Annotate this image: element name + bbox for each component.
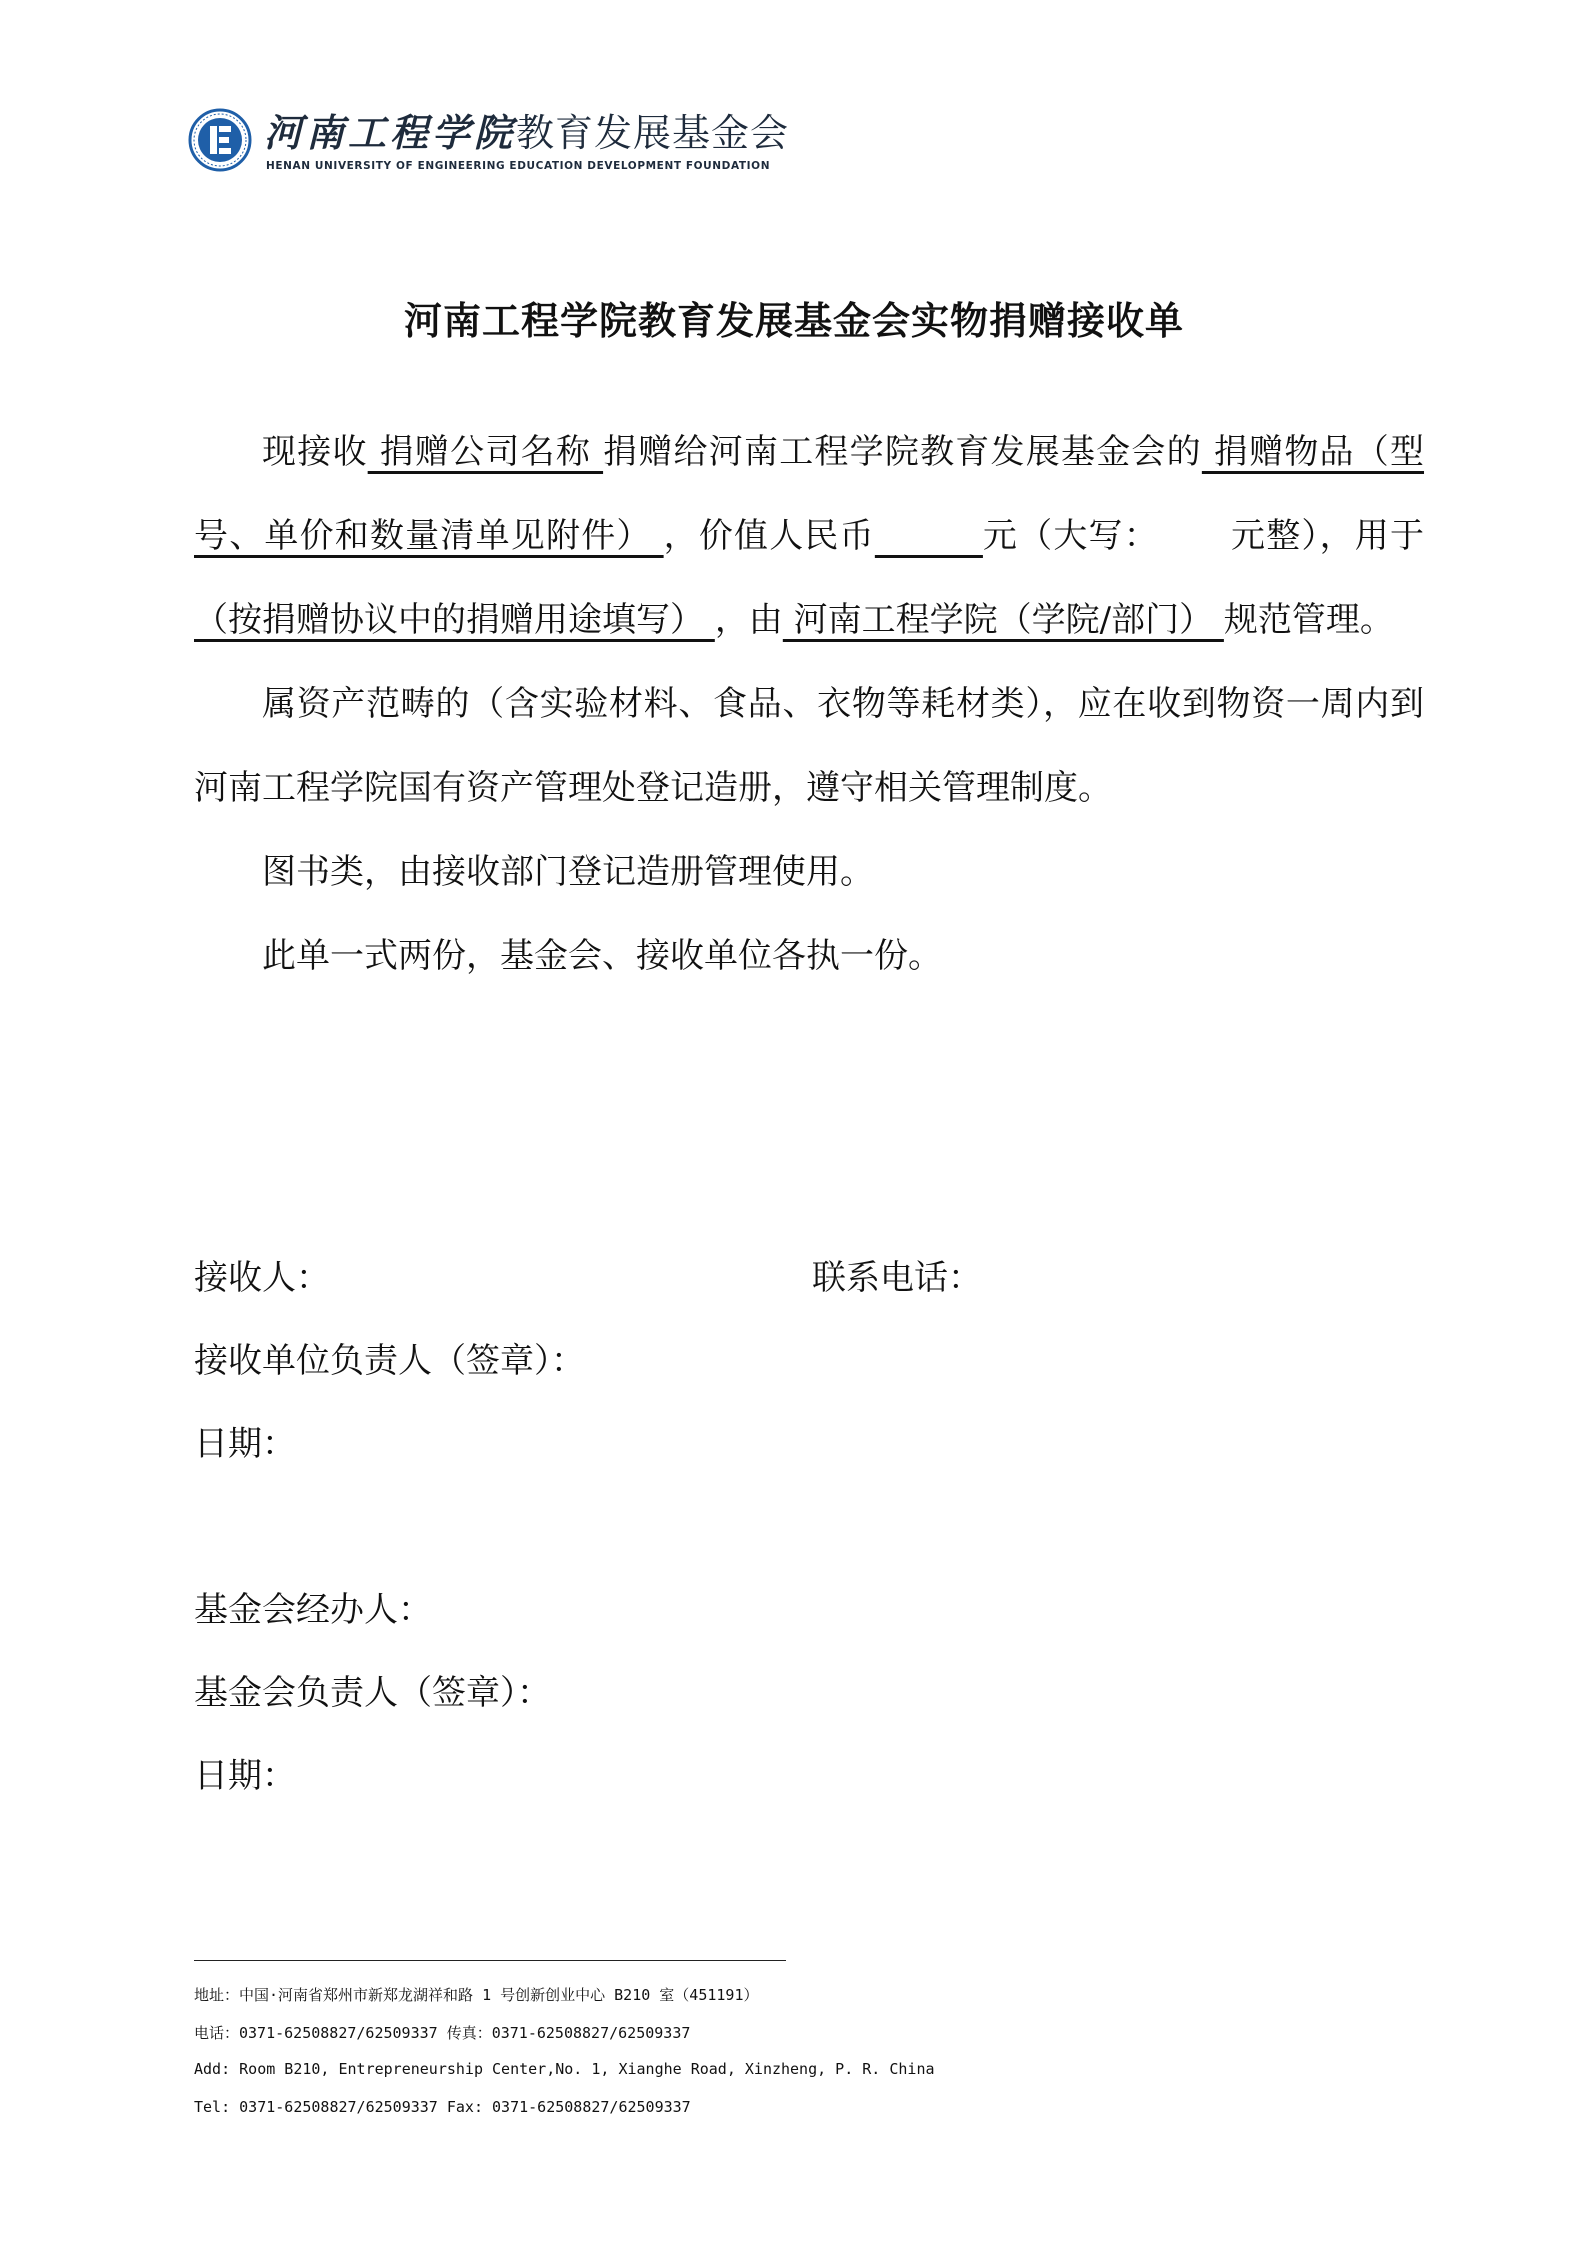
- text-segment: ，由: [714, 600, 783, 640]
- text-segment: 规范管理。: [1223, 600, 1394, 640]
- footer-address-cn: 地址：中国·河南省郑州市新郑龙湖祥和路 1 号创新创业中心 B210 室（451191）: [194, 1986, 759, 2004]
- text-segment: 捐赠给河南工程学院教育发展基金会的: [603, 432, 1202, 472]
- field-department: 河南工程学院（学院/部门）: [782, 600, 1224, 640]
- text-segment: 现接收: [262, 432, 368, 472]
- footer-phone-en: Tel: 0371-62508827/62509337 Fax: 0371-62508827/62509337: [194, 2098, 691, 2116]
- field-donated-item: 捐赠物品（型号、单价和数量清单见附件）: [194, 432, 1425, 556]
- label-foundation-head-signature: 基金会负责人（签章）：: [194, 1673, 551, 1713]
- paragraph-copies: 此单一式两份，基金会、接收单位各执一份。: [262, 936, 942, 976]
- logo-script: 河南工程学院: [264, 110, 517, 155]
- label-date-foundation: 日期：: [194, 1756, 296, 1796]
- label-contact-phone: 联系电话：: [812, 1258, 982, 1298]
- footer-address-en: Add: Room B210, Entrepreneurship Center,No. 1, Xianghe Road, Xinzheng, P. R. China: [194, 2060, 935, 2078]
- document-body: [194, 410, 1424, 998]
- paragraph-receipt: [194, 410, 1424, 662]
- university-seal-icon: [188, 108, 252, 172]
- text-segment: 元（大写：: [982, 516, 1159, 556]
- footer-phone-cn: 电话：0371-62508827/62509337 传真：0371-62508827/62509337: [194, 2024, 691, 2042]
- foundation-logo: [188, 104, 790, 184]
- paragraph-asset-registration: 属资产范畴的（含实验材料、食品、衣物等耗材类），应在收到物资一周内到河南工程学院国有资产管理处登记造册，遵守相关管理制度。: [194, 684, 1424, 808]
- logo-wordmark: [264, 112, 789, 154]
- field-amount-words-blank: [1159, 516, 1231, 556]
- logo-english: HENAN UNIVERSITY OF ENGINEERING EDUCATION DEVELOPMENT FOUNDATION: [266, 160, 771, 172]
- footer-divider: [194, 1960, 786, 1961]
- label-receiver: 接收人：: [194, 1258, 330, 1298]
- paragraph-books: 图书类，由接收部门登记造册管理使用。: [262, 852, 874, 892]
- field-company-name: 捐赠公司名称: [367, 432, 604, 472]
- label-receiver-head-signature: 接收单位负责人（签章）：: [194, 1341, 585, 1381]
- text-segment: ，价值人民币: [663, 516, 875, 556]
- label-date-receiver: 日期：: [194, 1424, 296, 1464]
- field-purpose: （按捐赠协议中的捐赠用途填写）: [194, 600, 715, 640]
- document-title: 河南工程学院教育发展基金会实物捐赠接收单: [403, 299, 1184, 343]
- field-amount-blank: [875, 516, 983, 556]
- text-segment: 元整），用于: [1231, 516, 1425, 556]
- label-foundation-handler: 基金会经办人：: [194, 1590, 432, 1630]
- logo-subtitle: 教育发展基金会: [516, 111, 790, 155]
